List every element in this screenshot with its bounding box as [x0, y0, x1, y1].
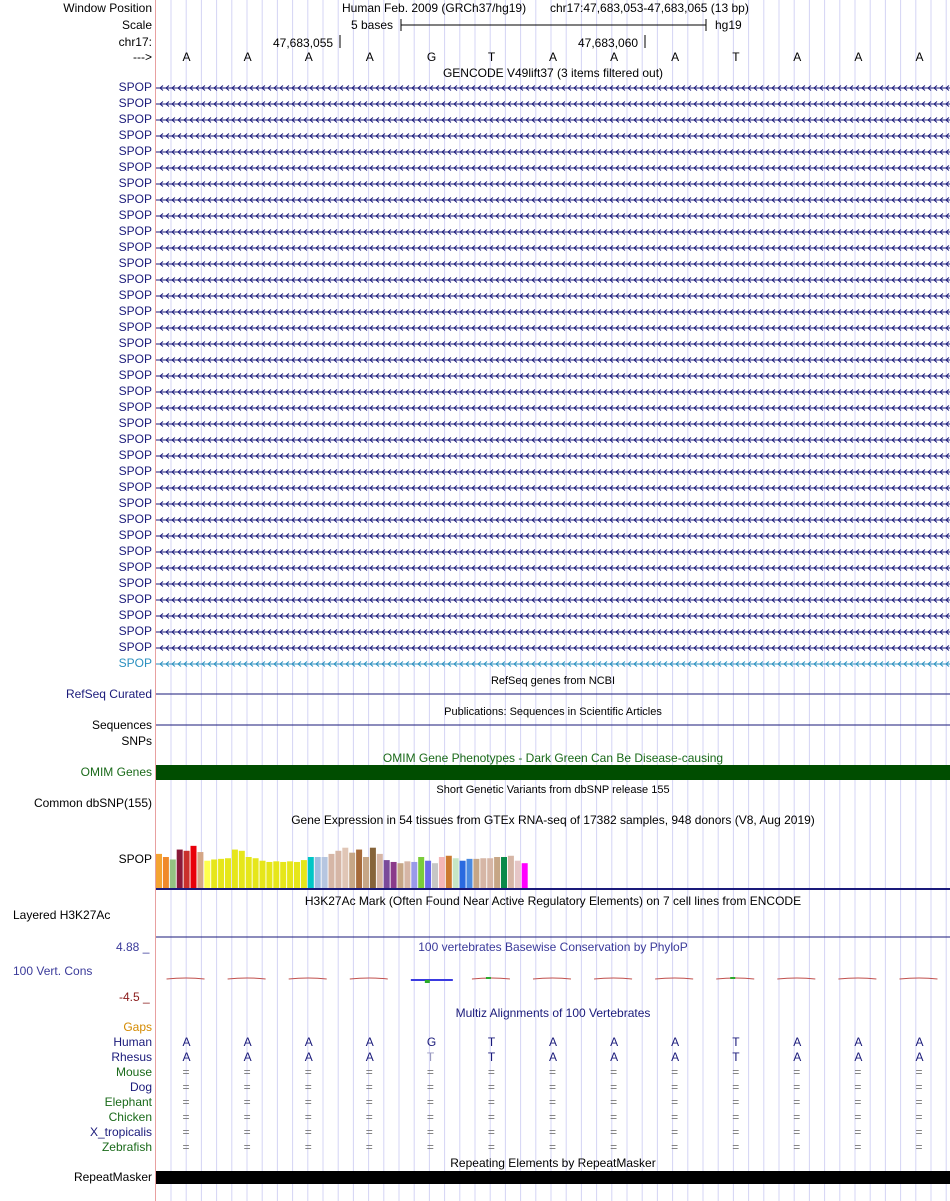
- gtex-tissue-bar: [260, 861, 266, 888]
- cons-score-mark: [777, 978, 815, 979]
- reference-base: A: [365, 50, 374, 64]
- gtex-tissue-bar: [294, 862, 300, 888]
- gaps-label: Gaps: [123, 1020, 152, 1034]
- gtex-tissue-bar: [280, 862, 286, 888]
- gtex-tissue-bar: [218, 859, 224, 888]
- alignment-base: =: [243, 1110, 251, 1124]
- alignment-base: =: [243, 1065, 251, 1079]
- gtex-tissue-bar: [508, 856, 514, 888]
- gtex-tissue-bar: [273, 861, 279, 888]
- cons-score-mark: [730, 977, 735, 979]
- chrom-label: chr17:: [118, 35, 152, 49]
- cons-score-mark: [533, 978, 571, 979]
- gtex-tissue-bar: [377, 854, 383, 888]
- reference-base: A: [915, 50, 924, 64]
- alignment-base: =: [365, 1110, 373, 1124]
- gencode-transcript-label[interactable]: SPOP: [118, 544, 152, 558]
- gtex-tissue-bar: [467, 859, 473, 888]
- alignment-base: A: [365, 1035, 374, 1049]
- cons-score-mark: [167, 978, 205, 979]
- gencode-transcript-label[interactable]: SPOP: [118, 512, 152, 526]
- alignment-base: =: [304, 1110, 312, 1124]
- dbsnp-label[interactable]: Common dbSNP(155): [33, 796, 152, 810]
- cons-score-mark: [594, 978, 632, 979]
- h3k27ac-title: H3K27Ac Mark (Often Found Near Active Regulatory Elements) on 7 cell lines from ENCODE: [304, 894, 802, 908]
- species-label[interactable]: Dog: [129, 1080, 152, 1094]
- alignment-base: A: [304, 1035, 313, 1049]
- alignment-base: =: [426, 1080, 434, 1094]
- alignment-base: =: [549, 1125, 557, 1139]
- dbsnp-title: Short Genetic Variants from dbSNP release 155: [436, 784, 670, 796]
- species-label[interactable]: Human: [113, 1035, 152, 1049]
- omim-title: OMIM Gene Phenotypes - Dark Green Can Be Disease-causing: [382, 751, 724, 765]
- cons-score-mark: [486, 977, 491, 979]
- gtex-tissue-bar: [197, 852, 203, 888]
- gtex-tissue-bar: [384, 860, 390, 888]
- gtex-tissue-bar: [418, 857, 424, 888]
- alignment-base: =: [487, 1095, 495, 1109]
- scale-text: 5 bases: [351, 18, 394, 32]
- gtex-tissue-bar: [204, 861, 210, 888]
- alignment-base: A: [182, 1035, 191, 1049]
- alignment-base: =: [549, 1080, 557, 1094]
- gencode-transcript-label[interactable]: SPOP: [118, 320, 152, 334]
- alignment-base: =: [182, 1080, 190, 1094]
- position-readout: chr17:47,683,053-47,683,065 (13 bp): [550, 1, 749, 15]
- gtex-tissue-bar: [239, 851, 245, 888]
- gtex-tissue-bar: [232, 850, 238, 888]
- cons-title: 100 vertebrates Basewise Conservation by PhyloP: [418, 940, 688, 954]
- reference-base: A: [610, 50, 619, 64]
- alignment-base: =: [915, 1125, 923, 1139]
- alignment-base: =: [671, 1065, 679, 1079]
- alignment-base: A: [549, 1035, 558, 1049]
- alignment-base: =: [854, 1125, 862, 1139]
- alignment-base: =: [854, 1110, 862, 1124]
- alignment-base: =: [671, 1125, 679, 1139]
- alignment-base: T: [732, 1035, 740, 1049]
- refseq-title: RefSeq genes from NCBI: [490, 675, 616, 687]
- alignment-base: T: [487, 1035, 496, 1049]
- gtex-tissue-bar: [349, 853, 355, 888]
- gencode-transcript-label[interactable]: SPOP: [118, 80, 152, 94]
- gtex-tissue-bar: [342, 848, 348, 888]
- gencode-transcript-label[interactable]: SPOP: [118, 176, 152, 190]
- gtex-tissue-bar: [356, 850, 362, 888]
- gencode-transcript-label[interactable]: SPOP: [118, 96, 152, 110]
- alignment-base: A: [304, 1050, 313, 1064]
- alignment-base: A: [365, 1050, 374, 1064]
- alignment-base: =: [610, 1140, 618, 1154]
- gtex-tissue-bar: [163, 857, 169, 888]
- alignment-base: =: [304, 1140, 312, 1154]
- strand-label: --->: [133, 50, 152, 64]
- pubs-label[interactable]: Sequences: [91, 718, 152, 732]
- alignment-base: =: [671, 1080, 679, 1094]
- cons-min: -4.5 _: [119, 990, 150, 1004]
- gtex-tissue-bar: [329, 854, 335, 888]
- alignment-base: A: [915, 1050, 924, 1064]
- alignment-base: A: [854, 1035, 863, 1049]
- repeatmasker-label[interactable]: RepeatMasker: [73, 1170, 152, 1184]
- repeatmasker-title: Repeating Elements by RepeatMasker: [450, 1156, 656, 1170]
- alignment-base: A: [793, 1050, 802, 1064]
- gencode-transcript-label[interactable]: SPOP: [118, 528, 152, 542]
- gtex-tissue-bar: [439, 857, 445, 888]
- gtex-tissue-bar: [411, 862, 417, 888]
- alignment-base: =: [610, 1080, 618, 1094]
- omim-gene-bar: [156, 765, 950, 780]
- alignment-base: =: [915, 1110, 923, 1124]
- gencode-transcript-label[interactable]: SPOP: [118, 336, 152, 350]
- alignment-base: A: [854, 1050, 863, 1064]
- gtex-tissue-bar: [446, 856, 452, 888]
- alignment-base: =: [732, 1140, 740, 1154]
- alignment-base: =: [854, 1065, 862, 1079]
- alignment-base: =: [732, 1080, 740, 1094]
- gtex-tissue-bar: [515, 861, 521, 888]
- alignment-base: A: [182, 1050, 191, 1064]
- gencode-transcript-label[interactable]: SPOP: [118, 432, 152, 446]
- gtex-tissue-bar: [453, 858, 459, 888]
- gtex-tissue-bar: [301, 860, 307, 888]
- gencode-transcript-label[interactable]: SPOP: [118, 560, 152, 574]
- cons-max: 4.88 _: [116, 940, 150, 954]
- gencode-transcript-label[interactable]: SPOP: [118, 576, 152, 590]
- gencode-transcript-label[interactable]: SPOP: [118, 480, 152, 494]
- alignment-base: =: [426, 1065, 434, 1079]
- multiz-title: Multiz Alignments of 100 Vertebrates: [455, 1006, 651, 1020]
- gtex-tissue-bar: [404, 861, 410, 888]
- gencode-transcript-label[interactable]: SPOP: [118, 624, 152, 638]
- gencode-transcript-label[interactable]: SPOP: [118, 208, 152, 222]
- gtex-tissue-bar: [322, 857, 328, 888]
- alignment-base: =: [854, 1140, 862, 1154]
- alignment-base: =: [426, 1125, 434, 1139]
- alignment-base: =: [610, 1095, 618, 1109]
- gencode-transcript-label[interactable]: SPOP: [118, 240, 152, 254]
- tick-label-2: 47,683,060: [578, 36, 639, 50]
- alignment-base: =: [854, 1095, 862, 1109]
- gencode-transcript-label[interactable]: SPOP: [118, 304, 152, 318]
- alignment-base: =: [549, 1110, 557, 1124]
- alignment-base: =: [365, 1125, 373, 1139]
- gencode-transcript-label[interactable]: SPOP: [118, 608, 152, 622]
- refseq-label[interactable]: RefSeq Curated: [65, 687, 152, 701]
- alignment-base: =: [304, 1065, 312, 1079]
- alignment-base: =: [426, 1140, 434, 1154]
- gtex-tissue-bar: [522, 863, 528, 888]
- scale-label: Scale: [121, 18, 152, 32]
- alignment-base: A: [610, 1035, 619, 1049]
- gtex-tissue-bar: [211, 859, 217, 888]
- h3k27ac-label[interactable]: Layered H3K27Ac: [13, 908, 111, 922]
- alignment-base: =: [915, 1140, 923, 1154]
- alignment-base: =: [793, 1095, 801, 1109]
- alignment-base: =: [915, 1080, 923, 1094]
- gtex-tissue-bar: [308, 857, 314, 888]
- gencode-transcript-label[interactable]: SPOP: [118, 128, 152, 142]
- gtex-tissue-bar: [287, 861, 293, 888]
- reference-base: A: [854, 50, 863, 64]
- alignment-base: T: [426, 1050, 435, 1064]
- gtex-tissue-bar: [156, 854, 162, 888]
- alignment-base: =: [426, 1110, 434, 1124]
- alignment-base: =: [549, 1140, 557, 1154]
- gtex-tissue-bar: [246, 857, 252, 888]
- alignment-base: =: [487, 1110, 495, 1124]
- alignment-base: =: [304, 1080, 312, 1094]
- gtex-tissue-bar: [480, 858, 486, 888]
- gtex-tissue-bar: [225, 858, 231, 888]
- alignment-base: A: [671, 1050, 680, 1064]
- cons-label[interactable]: 100 Vert. Cons: [13, 964, 93, 978]
- alignment-base: =: [793, 1125, 801, 1139]
- species-label[interactable]: Elephant: [104, 1095, 152, 1109]
- alignment-base: A: [915, 1035, 924, 1049]
- alignment-base: =: [793, 1065, 801, 1079]
- alignment-base: =: [243, 1125, 251, 1139]
- cons-score-mark: [425, 980, 430, 983]
- gtex-tissue-bar: [487, 858, 493, 888]
- alignment-base: =: [365, 1095, 373, 1109]
- cons-score-mark: [838, 978, 876, 979]
- alignment-base: =: [365, 1080, 373, 1094]
- gencode-transcript-label[interactable]: SPOP: [118, 656, 152, 670]
- tick-label-1: 47,683,055: [273, 36, 334, 50]
- pubs-title: Publications: Sequences in Scientific Articles: [444, 706, 662, 718]
- reference-base: A: [182, 50, 191, 64]
- gtex-tissue-bar: [170, 859, 176, 888]
- gencode-transcript-label[interactable]: SPOP: [118, 288, 152, 302]
- gtex-tissue-bar: [184, 851, 190, 888]
- gencode-transcript-label[interactable]: SPOP: [118, 192, 152, 206]
- gtex-tissue-bar: [425, 861, 431, 888]
- gencode-transcript-label[interactable]: SPOP: [118, 592, 152, 606]
- alignment-base: =: [610, 1125, 618, 1139]
- alignment-base: =: [182, 1065, 190, 1079]
- assembly-title: Human Feb. 2009 (GRCh37/hg19): [342, 1, 527, 15]
- gencode-transcript-label[interactable]: SPOP: [118, 640, 152, 654]
- gencode-transcript-label[interactable]: SPOP: [118, 496, 152, 510]
- cons-score-mark: [899, 978, 937, 979]
- alignment-base: =: [487, 1065, 495, 1079]
- alignment-base: =: [182, 1110, 190, 1124]
- gencode-transcript-label[interactable]: SPOP: [118, 416, 152, 430]
- cons-score-mark: [655, 978, 693, 979]
- gencode-transcript-label[interactable]: SPOP: [118, 352, 152, 366]
- species-label[interactable]: Rhesus: [111, 1050, 152, 1064]
- alignment-base: =: [487, 1080, 495, 1094]
- alignment-base: =: [610, 1110, 618, 1124]
- cons-score-mark: [411, 979, 453, 981]
- omim-label[interactable]: OMIM Genes: [80, 765, 152, 779]
- alignment-base: =: [915, 1095, 923, 1109]
- gencode-transcript-label[interactable]: SPOP: [118, 368, 152, 382]
- reference-base: A: [671, 50, 680, 64]
- gencode-transcript-label[interactable]: SPOP: [118, 448, 152, 462]
- reference-base: A: [793, 50, 802, 64]
- gtex-tissue-bar: [177, 850, 183, 888]
- alignment-base: A: [671, 1035, 680, 1049]
- gencode-transcript-label[interactable]: SPOP: [118, 160, 152, 174]
- reference-base: A: [243, 50, 252, 64]
- species-label[interactable]: X_tropicalis: [89, 1125, 152, 1139]
- alignment-base: =: [732, 1095, 740, 1109]
- gtex-tissue-bar: [191, 846, 197, 888]
- alignment-base: =: [182, 1140, 190, 1154]
- alignment-base: =: [732, 1125, 740, 1139]
- reference-base: T: [732, 50, 740, 64]
- gtex-tissue-bar: [253, 858, 259, 888]
- window-position-label: Window Position: [63, 1, 152, 15]
- alignment-base: A: [243, 1050, 252, 1064]
- gencode-transcript-label[interactable]: SPOP: [118, 464, 152, 478]
- gtex-tissue-bar: [494, 857, 500, 888]
- gtex-tissue-bar: [335, 851, 341, 888]
- alignment-base: T: [487, 1050, 496, 1064]
- reference-base: G: [426, 50, 437, 64]
- alignment-base: A: [243, 1035, 252, 1049]
- snps-label[interactable]: SNPs: [121, 734, 152, 748]
- alignment-base: =: [915, 1065, 923, 1079]
- alignment-base: A: [793, 1035, 802, 1049]
- alignment-base: =: [549, 1095, 557, 1109]
- gtex-label[interactable]: SPOP: [118, 852, 152, 866]
- alignment-base: =: [365, 1140, 373, 1154]
- reference-base: T: [487, 50, 496, 64]
- gtex-tissue-bar: [501, 857, 507, 888]
- alignment-base: T: [732, 1050, 740, 1064]
- gencode-transcript-label[interactable]: SPOP: [118, 112, 152, 126]
- gencode-transcript-label[interactable]: SPOP: [118, 272, 152, 286]
- alignment-base: =: [365, 1065, 373, 1079]
- gtex-tissue-bar: [432, 863, 438, 888]
- alignment-base: =: [549, 1065, 557, 1079]
- alignment-base: =: [732, 1110, 740, 1124]
- repeatmasker-bar: [156, 1171, 950, 1184]
- alignment-base: =: [671, 1140, 679, 1154]
- alignment-base: =: [610, 1065, 618, 1079]
- alignment-base: =: [426, 1095, 434, 1109]
- species-label[interactable]: Chicken: [108, 1110, 152, 1124]
- alignment-base: =: [793, 1140, 801, 1154]
- alignment-base: =: [243, 1080, 251, 1094]
- gtex-tissue-bar: [370, 848, 376, 888]
- gencode-title: GENCODE V49lift37 (3 items filtered out): [442, 66, 664, 80]
- alignment-base: =: [793, 1110, 801, 1124]
- alignment-base: =: [243, 1095, 251, 1109]
- alignment-base: A: [610, 1050, 619, 1064]
- gencode-transcript-label[interactable]: SPOP: [118, 224, 152, 238]
- gencode-transcript-label[interactable]: SPOP: [118, 384, 152, 398]
- gtex-title: Gene Expression in 54 tissues from GTEx RNA-seq of 17382 samples, 948 donors (V8, Aug 2019): [291, 813, 815, 827]
- alignment-base: =: [304, 1095, 312, 1109]
- species-label[interactable]: Mouse: [115, 1065, 152, 1079]
- gencode-transcript-label[interactable]: SPOP: [118, 256, 152, 270]
- alignment-base: =: [487, 1125, 495, 1139]
- gtex-tissue-bar: [266, 862, 272, 888]
- alignment-base: =: [182, 1095, 190, 1109]
- alignment-base: =: [671, 1110, 679, 1124]
- alignment-base: =: [487, 1140, 495, 1154]
- reference-base: A: [304, 50, 313, 64]
- alignment-base: =: [182, 1125, 190, 1139]
- gtex-tissue-bar: [315, 857, 321, 888]
- alignment-base: =: [243, 1140, 251, 1154]
- gtex-tissue-bar: [398, 863, 404, 888]
- gtex-tissue-bar: [391, 862, 397, 888]
- db-label: hg19: [715, 18, 742, 32]
- gtex-tissue-bar: [473, 859, 479, 888]
- gencode-transcript-label[interactable]: SPOP: [118, 400, 152, 414]
- alignment-base: =: [671, 1095, 679, 1109]
- alignment-base: =: [854, 1080, 862, 1094]
- alignment-base: A: [549, 1050, 558, 1064]
- alignment-base: =: [732, 1065, 740, 1079]
- gtex-tissue-bar: [460, 861, 466, 888]
- alignment-base: =: [793, 1080, 801, 1094]
- alignment-base: =: [304, 1125, 312, 1139]
- gtex-tissue-bar: [363, 857, 369, 888]
- gencode-transcript-label[interactable]: SPOP: [118, 144, 152, 158]
- species-label[interactable]: Zebrafish: [101, 1140, 152, 1154]
- reference-base: A: [549, 50, 558, 64]
- alignment-base: G: [426, 1035, 437, 1049]
